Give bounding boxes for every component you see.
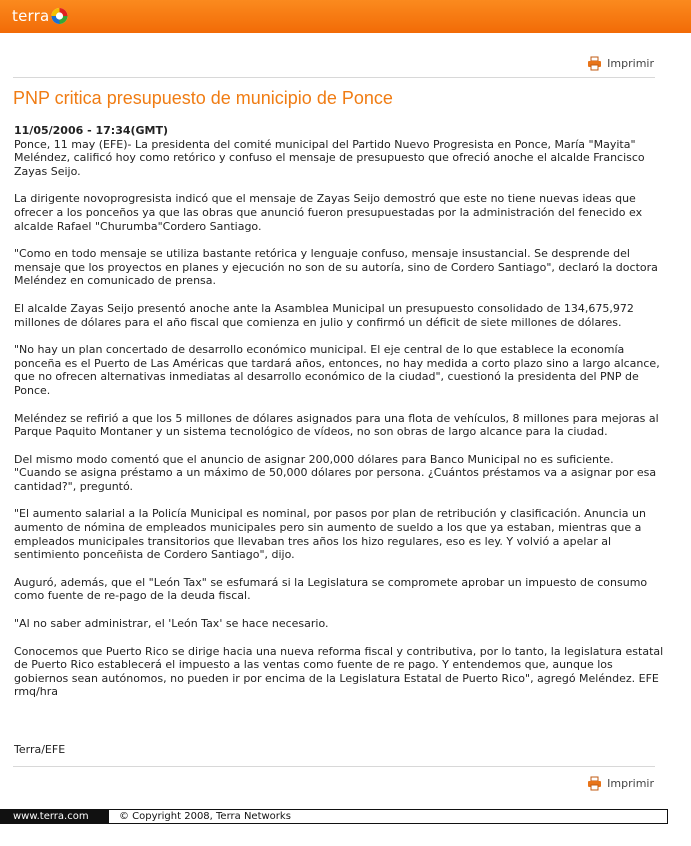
article-paragraph: El alcalde Zayas Seijo presentó anoche ante la Asamblea Municipal un presupuesto consolidado de 134,675,972 millones de dólares para el año fiscal que comienza en julio y confirmó un déficit de siete millones de dólares.	[14, 301, 634, 329]
printer-icon	[587, 56, 602, 71]
article-paragraph: Conocemos que Puerto Rico se dirige hacia una nueva reforma fiscal y contributiva, por lo tanto, la legislatura estatal de Puerto Rico establecerá el impuesto a las ventas como fuente de re pago. Y entendemos que, aunque los gobiernos sean autónomos, no pueden ir por encima de la Legislatura Estatal de Puerto Rico", agregó Meléndez. EFE rmq/hra	[14, 644, 664, 699]
article-paragraph: "Al no saber administrar, el 'León Tax' se hace necesario.	[14, 617, 329, 631]
article-body	[14, 124, 664, 713]
article-title: PNP critica presupuesto de municipio de Ponce	[13, 88, 393, 108]
article-paragraph: Auguró, además, que el "León Tax" se esfumará si la Legislatura se compromete aprobar un impuesto de consumo como fuente de re-pago de la deuda fiscal.	[14, 575, 648, 603]
divider-top	[13, 77, 655, 78]
footer-copyright: © Copyright 2008, Terra Networks	[119, 811, 291, 822]
article-paragraph	[14, 124, 664, 178]
footer-terra-link[interactable]: www.terra.com	[1, 810, 109, 823]
footer-bar	[0, 809, 668, 824]
article-paragraph: "El aumento salarial a la Policía Municipal es nominal, por pasos por plan de retribución y clasificación. Anuncia un aumento de nómina de empleados municipales pero sin aumento de sueldo a los que ya estaban, mientras que a empleados municipales transitorios que llevaban tres años los hizo regulares, eso es ley. Y volvió a apelar al sentimiento ponceñista de Cordero Santiago", dijo.	[14, 507, 646, 562]
article-paragraph: "No hay un plan concertado de desarrollo económico municipal. El eje central de lo que establece la economía ponceña es el Puerto de Las Américas que tardará años, entonces, no hay medida a corto plazo sino a largo alcance, que no ofrecen alternativas inmediatas al desarrollo económico de la ciudad", cuestionó la presidenta del PNP de Ponce.	[14, 343, 660, 397]
printer-icon	[587, 776, 602, 791]
terra-logo-icon	[50, 7, 69, 25]
article-paragraph: La dirigente novoprogresista indicó que el mensaje de Zayas Seijo demostró que este no tiene nuevas ideas que ofrecer a los ponceños ya que las obras que anunció fueron presupuestadas por la administración del fenecido ex alcalde Rafael "Churumba"Cordero Santiago.	[14, 192, 643, 233]
print-button-bottom[interactable]	[587, 776, 654, 791]
article-paragraph: Del mismo modo comentó que el anuncio de asignar 200,000 dólares para Banco Municipal no es suficiente. "Cuando se asigna préstamo a un máximo de 50,000 dólares por persona. ¿Cuántos préstamos va a asignar por esa cantidad?", preguntó.	[14, 452, 657, 493]
print-label: Imprimir	[607, 57, 654, 70]
print-label: Imprimir	[607, 777, 654, 790]
print-button-top[interactable]	[587, 56, 654, 71]
article-paragraph: Meléndez se refirió a que los 5 millones de dólares asignados para una flota de vehículos, 8 millones para mejoras al Parque Paquito Montaner y un sistema tecnológico de vídeos, no son obras de largo alcance para la ciudad.	[14, 411, 659, 439]
divider-bottom	[13, 766, 655, 767]
terra-logo-text[interactable]: terra	[12, 7, 50, 25]
article-source: Terra/EFE	[14, 743, 66, 756]
top-bar	[0, 0, 691, 33]
article-paragraph: "Como en todo mensaje se utiliza bastante retórica y lenguaje confuso, mensaje insustancial. Se desprende del mensaje que los proyectos en planes y ejecución no son de su autoría, sino de Cordero Santiago", declaró la doctora Meléndez en comunicado de prensa.	[14, 247, 658, 288]
article-dateline: 11/05/2006 - 17:34(GMT)	[14, 124, 169, 137]
paragraph-text: Ponce, 11 may (EFE)- La presidenta del comité municipal del Partido Nuevo Progresista en Ponce, María "Mayita" Meléndez, calificó hoy como retórico y confuso el mensaje de presupuesto que ofreció anoche el alcalde Francisco Zayas Seijo.	[14, 137, 645, 178]
